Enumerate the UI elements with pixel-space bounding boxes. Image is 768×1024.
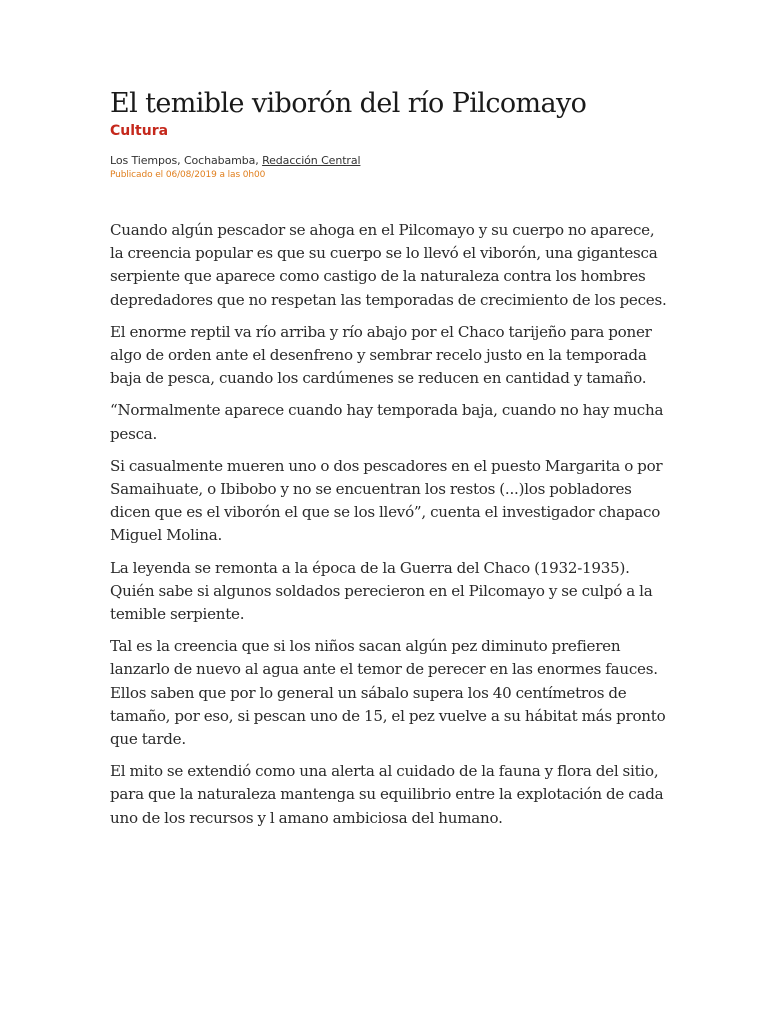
paragraph: Si casualmente mueren uno o dos pescadores en el puesto Margarita o por Samaihuate, o Ibibobo y no se encuentran los restos (...)los pobladores dicen que es el viborón el que se los llevó”, cuenta el investigador chapaco Miguel Molina. — [110, 456, 663, 545]
paragraph: Cuando algún pescador se ahoga en el Pilcomayo y su cuerpo no aparece, la creencia popular es que su cuerpo se lo llevó el viborón, una gigantesca serpiente que aparece como castigo de la naturaleza contra los hombres depredadores que no respetan las temporadas de crecimiento de los peces. — [110, 221, 667, 309]
section-label[interactable]: Cultura — [110, 123, 169, 139]
byline-source: Los Tiempos, Cochabamba, — [110, 154, 263, 167]
byline — [110, 154, 670, 168]
author-link[interactable]: Redacción Central — [262, 154, 361, 167]
article — [110, 86, 670, 839]
publish-date: Publicado el 06/08/2019 a las 0h00 — [110, 170, 266, 180]
paragraph: “Normalmente aparece cuando hay temporada baja, cuando no hay mucha pesca. — [110, 401, 664, 443]
article-body — [110, 219, 670, 830]
paragraph: Tal es la creencia que si los niños sacan algún pez diminuto prefieren lanzarlo de nuevo al agua ante el temor de perecer en las enormes fauces. Ellos saben que por lo general un sábalo supera los 40 centímetros de tamaño, por eso, si pescan uno de 15, el pez vuelve a su hábitat más pronto que tarde. — [110, 637, 666, 749]
paragraph: El enorme reptil va río arriba y río abajo por el Chaco tarijeño para poner algo de orden ante el desenfreno y sembrar recelo justo en la temporada baja de pesca, cuando los cardúmenes se reducen en cantidad y tamaño. — [110, 322, 652, 388]
paragraph: El mito se extendió como una alerta al cuidado de la fauna y flora del sitio, para que la naturaleza mantenga su equilibrio entre la explotación de cada uno de los recursos y l amano ambiciosa del humano. — [110, 762, 664, 827]
paragraph: La leyenda se remonta a la época de la Guerra del Chaco (1932-1935). Quién sabe si algunos soldados perecieron en el Pilcomayo y se culpó a la temible serpiente. — [110, 558, 653, 624]
article-title: El temible viborón del río Pilcomayo — [110, 88, 587, 119]
